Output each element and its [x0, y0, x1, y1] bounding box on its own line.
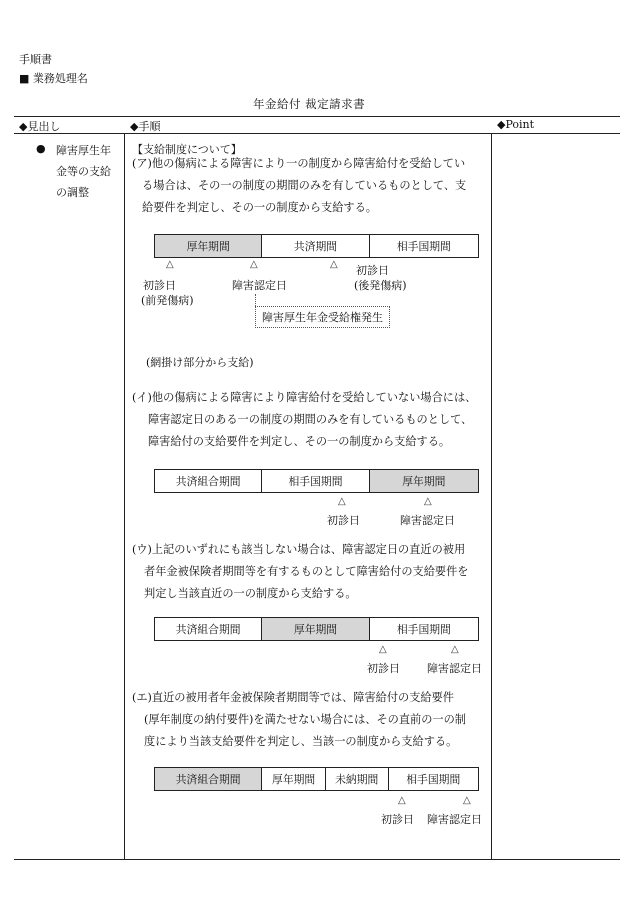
dotted-connector: [255, 294, 256, 306]
timeline-a-cell-1: 厚年期間: [155, 235, 262, 257]
timeline-u-cell-2: 厚年期間: [262, 618, 369, 640]
paragraph-a-line-1: (ア)他の傷病による障害により一の制度から障害給付を受給してい: [132, 157, 466, 170]
timeline-e: [154, 767, 479, 791]
timeline-a-cell-3: 相手国期間: [396, 239, 451, 253]
triangle-marker-icon: △: [330, 259, 338, 270]
triangle-marker-icon: △: [379, 644, 387, 655]
paragraph-i-line-2: 障害認定日のある一の制度の期間のみを有しているものとして、: [148, 413, 473, 426]
timeline-i-cell-1: 共済組合期間: [155, 470, 262, 492]
timeline-i-cell-3: 厚年期間: [370, 470, 478, 492]
paragraph-e: [132, 687, 488, 753]
paragraph-e-line-3: 度により当該支給要件を判定し、当該一の制度から支給する。: [144, 735, 458, 748]
paragraph-e-line-1: (エ)直近の被用者年金被保険者期間等では、障害給付の支給要件: [132, 691, 454, 704]
paragraph-e-line-2: (厚年制度の納付要件)を満たせない場合には、その直前の一の制: [144, 713, 466, 726]
label-first-visit-prev: 初診日: [143, 279, 176, 292]
timeline-i: [154, 469, 479, 493]
timeline-e-cell-4: 相手国期間: [406, 772, 461, 786]
label-cert-date-u: 障害認定日: [427, 662, 482, 675]
business-name-label: ■ 業務処理名: [19, 72, 88, 85]
triangle-marker-icon: △: [398, 795, 406, 806]
column-heading-procedure: ◆手順: [130, 120, 161, 133]
triangle-marker-icon: △: [451, 644, 459, 655]
label-cert-date-e: 障害認定日: [427, 813, 482, 826]
timeline-u-cell-1: 共済組合期間: [155, 618, 262, 640]
triangle-marker-icon: △: [424, 496, 432, 507]
paragraph-i-line-1: (イ)他の傷病による障害により障害給付を受給していない場合には、: [132, 391, 477, 404]
triangle-marker-icon: △: [463, 795, 471, 806]
triangle-marker-icon: △: [166, 259, 174, 270]
timeline-a-cell-2: 共済期間: [262, 235, 369, 257]
timeline-a: [154, 234, 479, 258]
header-top-rule: [14, 116, 620, 117]
column-heading-midashi: ◆見出し: [19, 120, 61, 133]
header-bottom-rule: [14, 133, 620, 134]
label-first-visit-later: 初診日: [356, 264, 389, 277]
label-cert-date-a: 障害認定日: [232, 279, 287, 292]
timeline-u: [154, 617, 479, 641]
column-divider-2: [491, 133, 492, 859]
column-heading-point: ◆Point: [497, 118, 535, 131]
paragraph-a: [132, 153, 488, 219]
page-title: 年金給付 裁定請求書: [253, 97, 366, 111]
paragraph-u-line-1: (ウ)上記のいずれにも該当しない場合は、障害認定日の直近の被用: [132, 543, 466, 556]
timeline-e-cell-1: 共済組合期間: [155, 768, 262, 790]
heading-bullet: ●: [36, 142, 46, 155]
paragraph-u-line-2: 者年金被保険者期間等を有するものとして障害給付の支給要件を: [144, 565, 469, 578]
triangle-marker-icon: △: [250, 259, 258, 270]
paragraph-u-line-3: 判定し当該直近の一の制度から支給する。: [144, 587, 357, 600]
timeline-u-cell-3: 相手国期間: [396, 622, 451, 636]
section-title: 【支給制度について】: [132, 143, 242, 156]
paragraph-i: [132, 387, 488, 453]
paragraph-u: [132, 539, 488, 605]
label-first-visit-i: 初診日: [327, 514, 360, 527]
heading-item-line-2: 金等の支給: [56, 165, 111, 178]
triangle-marker-icon: △: [338, 496, 346, 507]
paragraph-a-line-2: る場合は、その一の制度の期間のみを有しているものとして、支: [142, 179, 467, 192]
label-first-visit-later-note: (後発傷病): [354, 279, 407, 292]
doc-type: 手順書: [19, 53, 52, 66]
entitlement-box: 障害厚生年金受給権発生: [255, 306, 390, 328]
timeline-e-cell-2: 厚年期間: [262, 768, 326, 790]
label-first-visit-e: 初診日: [381, 813, 414, 826]
heading-item-line-1: 障害厚生年: [56, 144, 111, 157]
shaded-note: (網掛け部分から支給): [146, 356, 254, 369]
timeline-i-cell-2: 相手国期間: [262, 470, 369, 492]
label-first-visit-u: 初診日: [367, 662, 400, 675]
column-divider-1: [124, 133, 125, 859]
table-bottom-rule: [14, 859, 620, 860]
paragraph-i-line-3: 障害給付の支給要件を判定し、その一の制度から支給する。: [148, 435, 451, 448]
timeline-e-cell-3: 未納期間: [326, 768, 389, 790]
heading-item-line-3: の調整: [56, 186, 89, 199]
label-cert-date-i: 障害認定日: [400, 514, 455, 527]
paragraph-a-line-3: 給要件を判定し、その一の制度から支給する。: [142, 201, 377, 214]
label-first-visit-prev-note: (前発傷病): [141, 294, 194, 307]
